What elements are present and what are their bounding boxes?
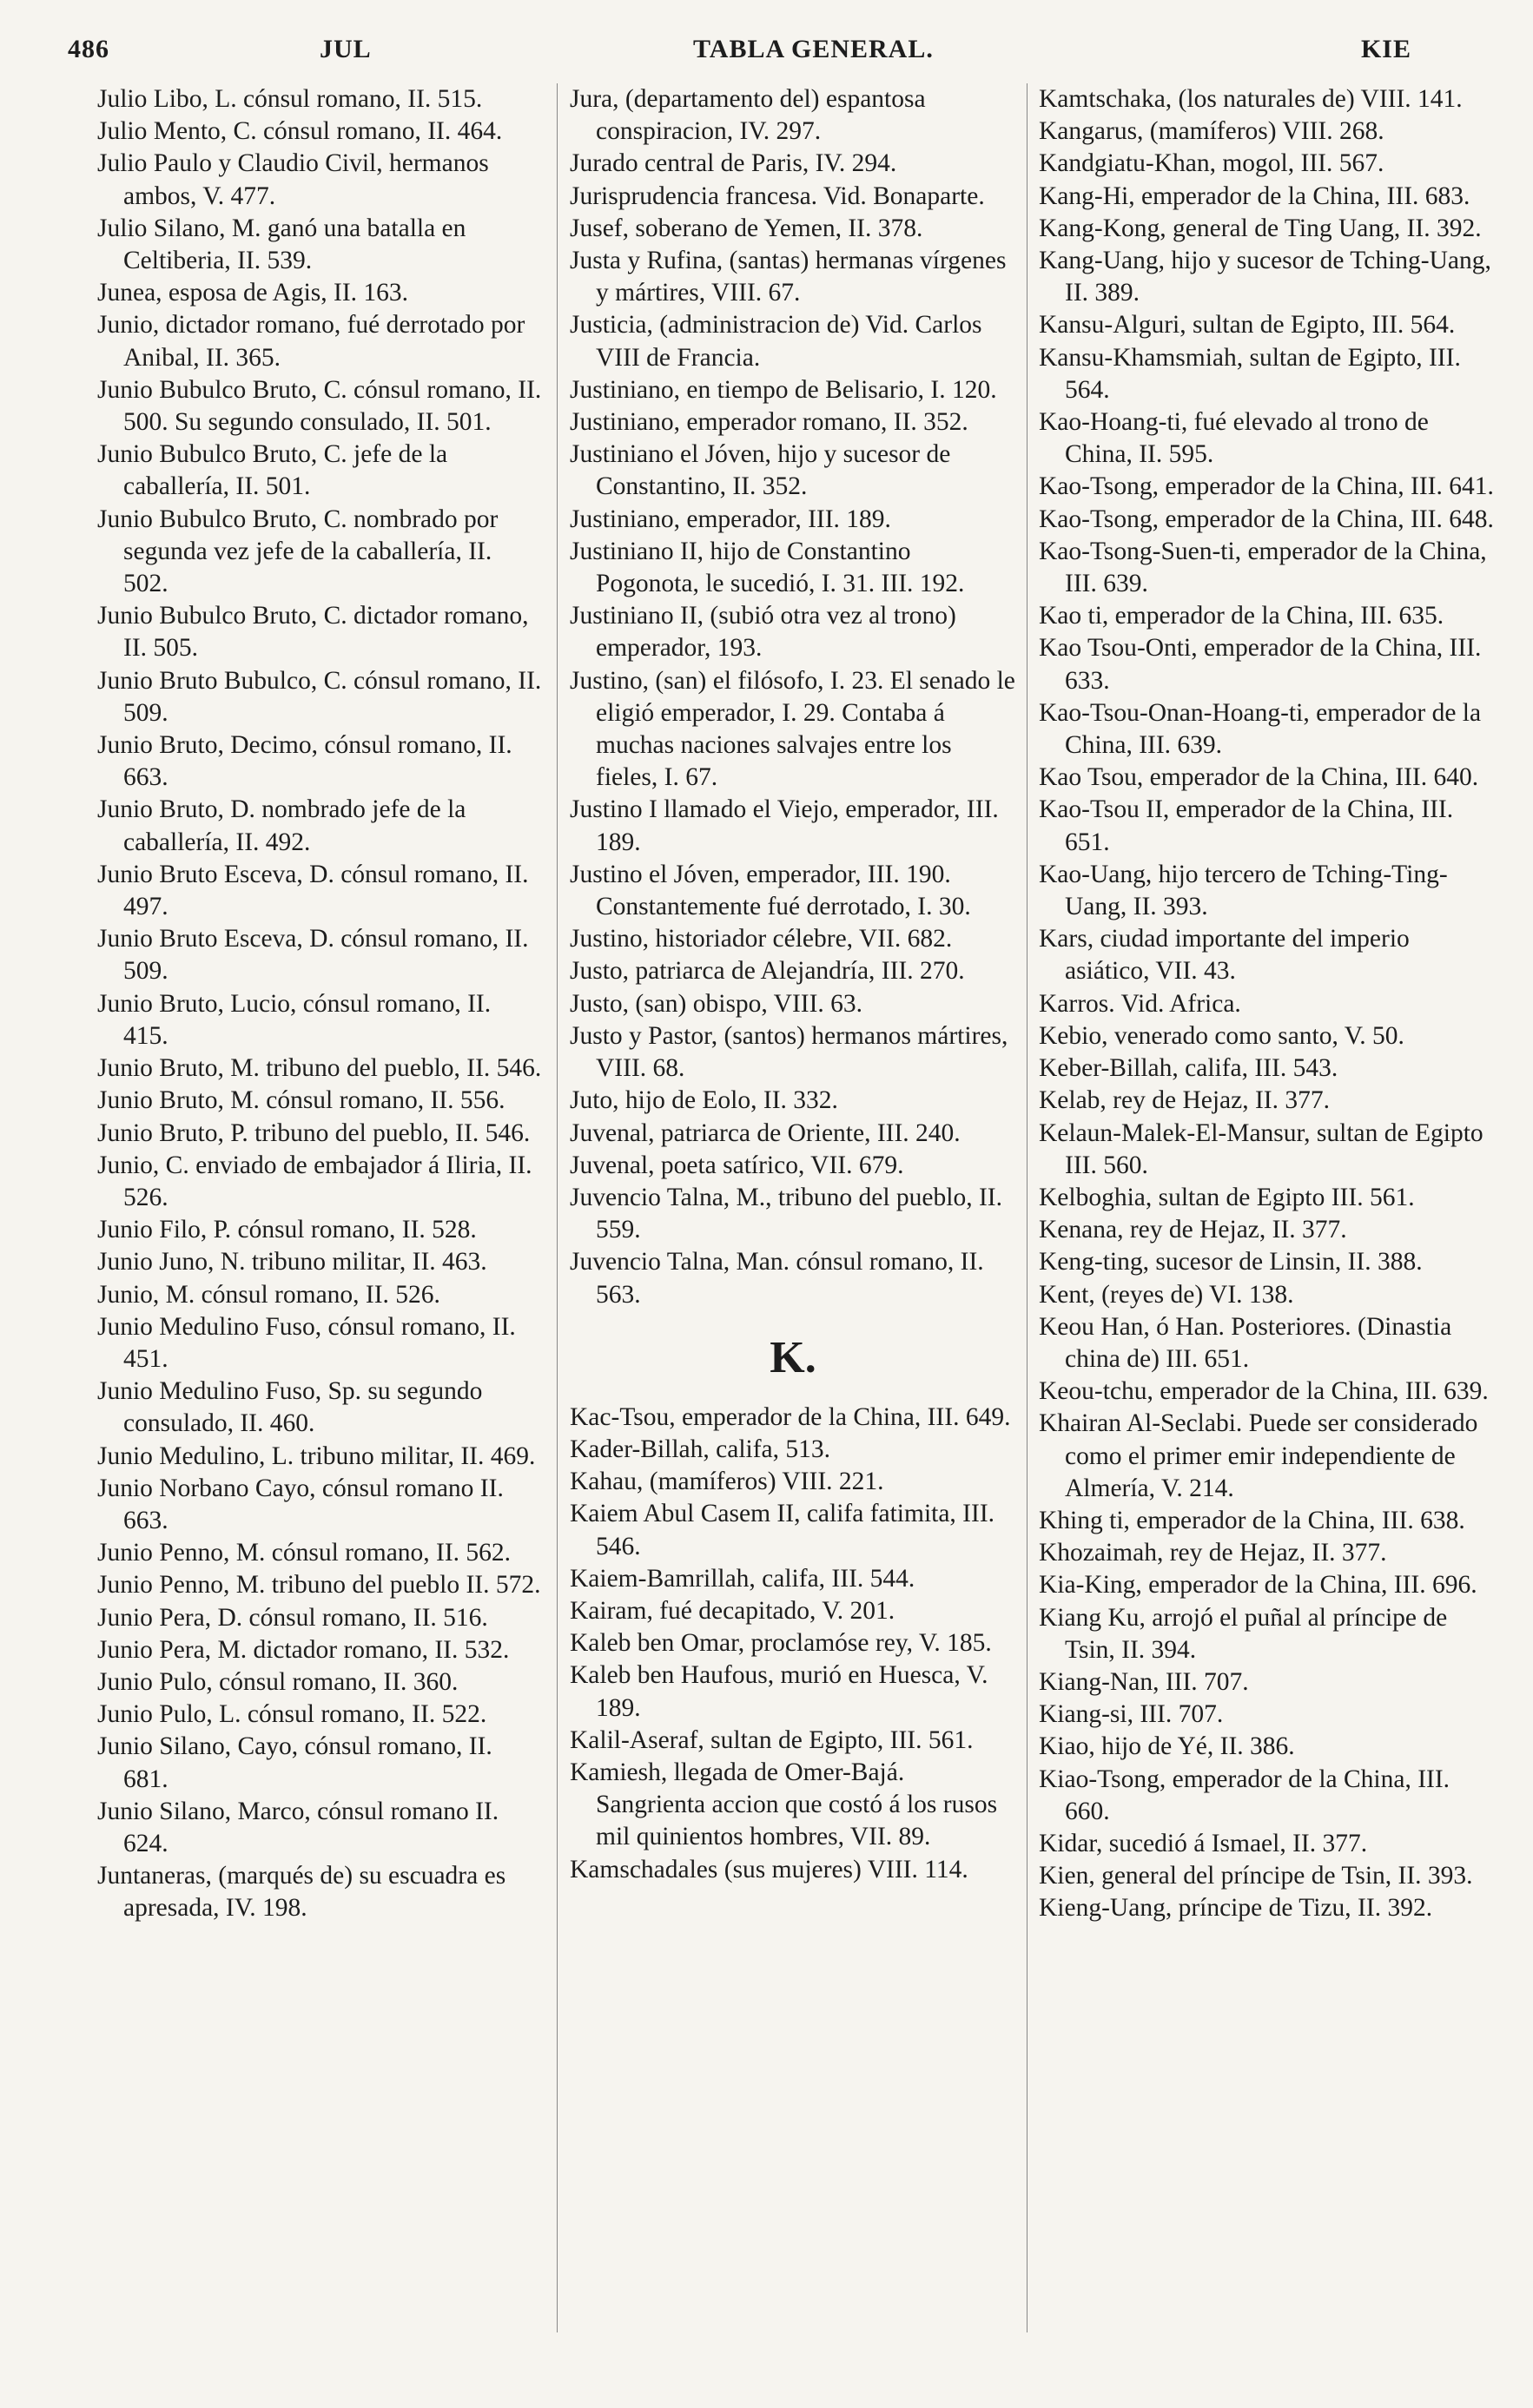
index-entry: Kien, general del príncipe de Tsin, II. 393.	[1039, 1862, 1473, 1890]
index-entry: Junio, dictador romano, fué derrotado por Anibal, II. 365.	[97, 311, 525, 372]
index-entry: Kairam, fué decapitado, V. 201.	[570, 1596, 895, 1625]
index-entry: Justiniano II, hijo de Constantino Pogonota, le sucedió, I. 31. III. 192.	[570, 537, 965, 598]
index-entry: Kia-King, emperador de la China, III. 696.	[1039, 1571, 1477, 1600]
index-entry: Kelab, rey de Hejaz, II. 377.	[1039, 1086, 1331, 1115]
index-entry: Junio Norbano Cayo, cónsul romano II. 663.	[97, 1474, 504, 1534]
index-entry: Justiniano, emperador romano, II. 352.	[570, 408, 968, 437]
index-entry: Kiang-si, III. 707.	[1039, 1700, 1224, 1729]
index-entry: Khozaimah, rey de Hejaz, II. 377.	[1039, 1539, 1387, 1567]
index-entry: Karros. Vid. Africa.	[1039, 989, 1241, 1018]
index-entry: Junio Silano, Cayo, cónsul romano, II. 681.	[97, 1732, 492, 1793]
index-entry: Kelboghia, sultan de Egipto III. 561.	[1039, 1183, 1415, 1211]
index-entry: Kamiesh, llegada de Omer-Bajá. Sangrienta accion que costó á los rusos mil quinientos hombres, VII. 89.	[570, 1758, 998, 1851]
index-entry: Kiang-Nan, III. 707.	[1039, 1667, 1249, 1696]
index-entry: Jurado central de Paris, IV. 294.	[570, 149, 897, 178]
right-guide-word: KIE	[1360, 35, 1411, 63]
index-entry: Junio, M. cónsul romano, II. 526.	[97, 1280, 440, 1309]
index-entry: Khairan Al-Seclabi. Puede ser considerado como el primer emir independiente de Almería, V. 214.	[1039, 1409, 1478, 1502]
index-entry: Kansu-Alguri, sultan de Egipto, III. 564.	[1039, 311, 1456, 340]
index-entry: Juvenal, poeta satírico, VII. 679.	[570, 1151, 904, 1179]
index-entry: Justiniano el Jóven, hijo y sucesor de Constantino, II. 352.	[570, 440, 951, 501]
index-entry: Junio Bruto Esceva, D. cónsul romano, II. 509.	[97, 925, 529, 986]
index-entry: Kao-Tsou-Onan-Hoang-ti, emperador de la China, III. 639.	[1039, 698, 1482, 760]
index-entry: Kaiem-Bamrillah, califa, III. 544.	[570, 1564, 915, 1593]
index-entry: Justiniano, en tiempo de Belisario, I. 120.	[570, 375, 997, 404]
index-entry: Kiao, hijo de Yé, II. 386.	[1039, 1732, 1295, 1761]
index-entry: Justo, (san) obispo, VIII. 63.	[570, 989, 863, 1018]
index-column-2	[570, 83, 1016, 1886]
index-entry: Kader-Billah, califa, 513.	[570, 1435, 831, 1463]
index-entry: Junio Bubulco Bruto, C. dictador romano, II. 505.	[97, 602, 529, 663]
index-entry: Junio Bruto, P. tribuno del pueblo, II. 546.	[97, 1118, 531, 1147]
page-title: TABLA GENERAL.	[693, 35, 934, 63]
index-entry: Junea, esposa de Agis, II. 163.	[97, 279, 409, 307]
index-entry: Kao-Uang, hijo tercero de Tching-Ting-Uang, II. 393.	[1039, 860, 1448, 921]
index-column-2-top	[570, 83, 1016, 1311]
index-entry: Junio Penno, M. tribuno del pueblo II. 572.	[97, 1571, 541, 1600]
index-entry: Kang-Uang, hijo y sucesor de Tching-Uang, II. 389.	[1039, 247, 1491, 307]
index-entry: Kidar, sucedió á Ismael, II. 377.	[1039, 1829, 1368, 1857]
index-entry: Junio Bubulco Bruto, C. nombrado por segunda vez jefe de la caballería, II. 502.	[97, 505, 499, 598]
index-entry: Kamschadales (sus mujeres) VIII. 114.	[570, 1855, 968, 1884]
index-entry: Keou-tchu, emperador de la China, III. 639.	[1039, 1377, 1489, 1406]
index-entry: Julio Silano, M. ganó una batalla en Celtiberia, II. 539.	[97, 214, 466, 275]
index-entry: Julio Mento, C. cónsul romano, II. 464.	[97, 117, 503, 146]
index-entry: Kao Tsou-Onti, emperador de la China, III. 633.	[1039, 634, 1482, 695]
index-entry: Justino, (san) el filósofo, I. 23. El senado le eligió emperador, I. 29. Contaba á muchas naciones salvajes entre los fieles, I. 67.	[570, 666, 1015, 792]
index-entry: Kenana, rey de Hejaz, II. 377.	[1039, 1216, 1347, 1244]
page-number: 486	[68, 35, 109, 63]
index-entry: Kent, (reyes de) VI. 138.	[1039, 1280, 1294, 1309]
index-entry: Kao-Tsong, emperador de la China, III. 641.	[1039, 472, 1494, 501]
index-entry: Junio Pulo, L. cónsul romano, II. 522.	[97, 1700, 487, 1729]
index-entry: Keng-ting, sucesor de Linsin, II. 388.	[1039, 1248, 1423, 1277]
index-entry: Junio Filo, P. cónsul romano, II. 528.	[97, 1216, 477, 1244]
index-entry: Kalil-Aseraf, sultan de Egipto, III. 561.	[570, 1725, 974, 1754]
index-column-3	[1039, 83, 1495, 1925]
index-entry: Justa y Rufina, (santas) hermanas vírgenes y mártires, VIII. 67.	[570, 247, 1007, 307]
index-entry: Juto, hijo de Eolo, II. 332.	[570, 1086, 838, 1115]
index-entry: Justo y Pastor, (santos) hermanos mártires, VIII. 68.	[570, 1021, 1008, 1083]
left-guide-word: JUL	[320, 35, 372, 63]
index-entry: Kaleb ben Haufous, murió en Huesca, V. 189.	[570, 1661, 988, 1722]
index-entry: Junio Bruto Bubulco, C. cónsul romano, II. 509.	[97, 666, 542, 727]
index-entry: Junio Bruto, Decimo, cónsul romano, II. 663.	[97, 731, 512, 792]
index-entry: Junio Medulino, L. tribuno militar, II. 469.	[97, 1442, 536, 1470]
index-entry: Kieng-Uang, príncipe de Tizu, II. 392.	[1039, 1894, 1433, 1923]
column-divider	[557, 83, 558, 2332]
index-entry: Junio Pera, D. cónsul romano, II. 516.	[97, 1603, 488, 1632]
index-entry: Justino, historiador célebre, VII. 682.	[570, 925, 953, 953]
index-entry: Justicia, (administracion de) Vid. Carlos VIII de Francia.	[570, 311, 982, 372]
index-entry: Kao ti, emperador de la China, III. 635.	[1039, 602, 1444, 630]
index-entry: Juvencio Talna, M., tribuno del pueblo, II. 559.	[570, 1183, 1002, 1244]
index-entry: Junio Bubulco Bruto, C. jefe de la caballería, II. 501.	[97, 440, 448, 501]
index-entry: Kang-Hi, emperador de la China, III. 683.	[1039, 181, 1470, 210]
index-entry: Kao-Tsou II, emperador de la China, III. 651.	[1039, 795, 1454, 856]
index-entry: Kiao-Tsong, emperador de la China, III. 660.	[1039, 1765, 1450, 1825]
index-entry: Kang-Kong, general de Ting Uang, II. 392.	[1039, 214, 1482, 242]
index-entry: Kandgiatu-Khan, mogol, III. 567.	[1039, 149, 1384, 178]
section-letter: K.	[770, 1332, 816, 1382]
index-entry: Junio Bruto, D. nombrado jefe de la caballería, II. 492.	[97, 795, 466, 856]
index-entry: Kelaun-Malek-El-Mansur, sultan de Egipto III. 560.	[1039, 1118, 1483, 1179]
index-entry: Juntaneras, (marqués de) su escuadra es apresada, IV. 198.	[97, 1862, 506, 1923]
index-entry: Kao-Hoang-ti, fué elevado al trono de China, II. 595.	[1039, 408, 1429, 469]
index-entry: Junio Bubulco Bruto, C. cónsul romano, II. 500. Su segundo consulado, II. 501.	[97, 375, 542, 437]
index-entry: Julio Paulo y Claudio Civil, hermanos ambos, V. 477.	[97, 149, 489, 210]
index-entry: Kamtschaka, (los naturales de) VIII. 141.	[1039, 85, 1463, 113]
index-entry: Juvencio Talna, Man. cónsul romano, II. 563.	[570, 1248, 984, 1309]
index-entry: Kac-Tsou, emperador de la China, III. 649.	[570, 1402, 1011, 1431]
index-entry: Jurisprudencia francesa. Vid. Bonaparte.	[570, 181, 985, 210]
index-entry: Kao-Tsong-Suen-ti, emperador de la China, III. 639.	[1039, 537, 1487, 598]
index-entry: Keber-Billah, califa, III. 543.	[1039, 1054, 1338, 1083]
page-header	[68, 35, 1490, 78]
index-entry: Kars, ciudad importante del imperio asiático, VII. 43.	[1039, 925, 1410, 986]
index-entry: Kaiem Abul Casem II, califa fatimita, III. 546.	[570, 1500, 995, 1560]
index-entry: Junio, C. enviado de embajador á Iliria, II. 526.	[97, 1151, 532, 1211]
index-entry: Khing ti, emperador de la China, III. 638.	[1039, 1506, 1465, 1534]
index-entry: Junio Medulino Fuso, Sp. su segundo consulado, II. 460.	[97, 1377, 483, 1438]
index-entry: Junio Juno, N. tribuno militar, II. 463.	[97, 1248, 487, 1277]
index-entry: Kiang Ku, arrojó el puñal al príncipe de Tsin, II. 394.	[1039, 1603, 1448, 1664]
index-entry: Kangarus, (mamíferos) VIII. 268.	[1039, 117, 1384, 146]
index-entry: Kao Tsou, emperador de la China, III. 640.	[1039, 763, 1479, 792]
index-entry: Jura, (departamento del) espantosa conspiracion, IV. 297.	[570, 85, 926, 146]
index-entry: Juvenal, patriarca de Oriente, III. 240.	[570, 1118, 961, 1147]
index-entry: Junio Pera, M. dictador romano, II. 532.	[97, 1635, 510, 1664]
index-entry: Kahau, (mamíferos) VIII. 221.	[570, 1468, 884, 1496]
index-entry: Junio Medulino Fuso, cónsul romano, II. 451.	[97, 1312, 516, 1373]
index-entry: Justiniano II, (subió otra vez al trono) emperador, 193.	[570, 602, 956, 663]
index-entry: Justiniano, emperador, III. 189.	[570, 505, 891, 533]
index-entry: Kao-Tsong, emperador de la China, III. 648.	[1039, 505, 1494, 533]
index-entry: Junio Silano, Marco, cónsul romano II. 624.	[97, 1797, 499, 1857]
index-entry: Junio Bruto, M. cónsul romano, II. 556.	[97, 1086, 505, 1115]
index-entry: Julio Libo, L. cónsul romano, II. 515.	[97, 85, 483, 113]
index-entry: Justino el Jóven, emperador, III. 190. Constantemente fué derrotado, I. 30.	[570, 860, 971, 921]
index-column-2-bottom	[570, 1402, 1016, 1886]
column-divider	[1027, 83, 1028, 2332]
index-entry: Junio Bruto, M. tribuno del pueblo, II. 546.	[97, 1054, 542, 1083]
index-entry: Justo, patriarca de Alejandría, III. 270.	[570, 957, 965, 986]
index-entry: Kebio, venerado como santo, V. 50.	[1039, 1021, 1404, 1050]
index-entry: Keou Han, ó Han. Posteriores. (Dinastia china de) III. 651.	[1039, 1312, 1452, 1373]
index-entry: Kansu-Khamsmiah, sultan de Egipto, III. 564.	[1039, 343, 1461, 404]
index-entry: Kaleb ben Omar, proclamóse rey, V. 185.	[570, 1629, 992, 1658]
index-entry: Junio Pulo, cónsul romano, II. 360.	[97, 1667, 459, 1696]
index-entry: Junio Bruto, Lucio, cónsul romano, II. 415.	[97, 989, 492, 1050]
index-entry: Jusef, soberano de Yemen, II. 378.	[570, 214, 923, 242]
index-entry: Junio Bruto Esceva, D. cónsul romano, II. 497.	[97, 860, 529, 921]
index-column-1	[97, 83, 542, 1925]
index-entry: Junio Penno, M. cónsul romano, II. 562.	[97, 1539, 512, 1567]
index-entry: Justino I llamado el Viejo, emperador, III. 189.	[570, 795, 999, 856]
